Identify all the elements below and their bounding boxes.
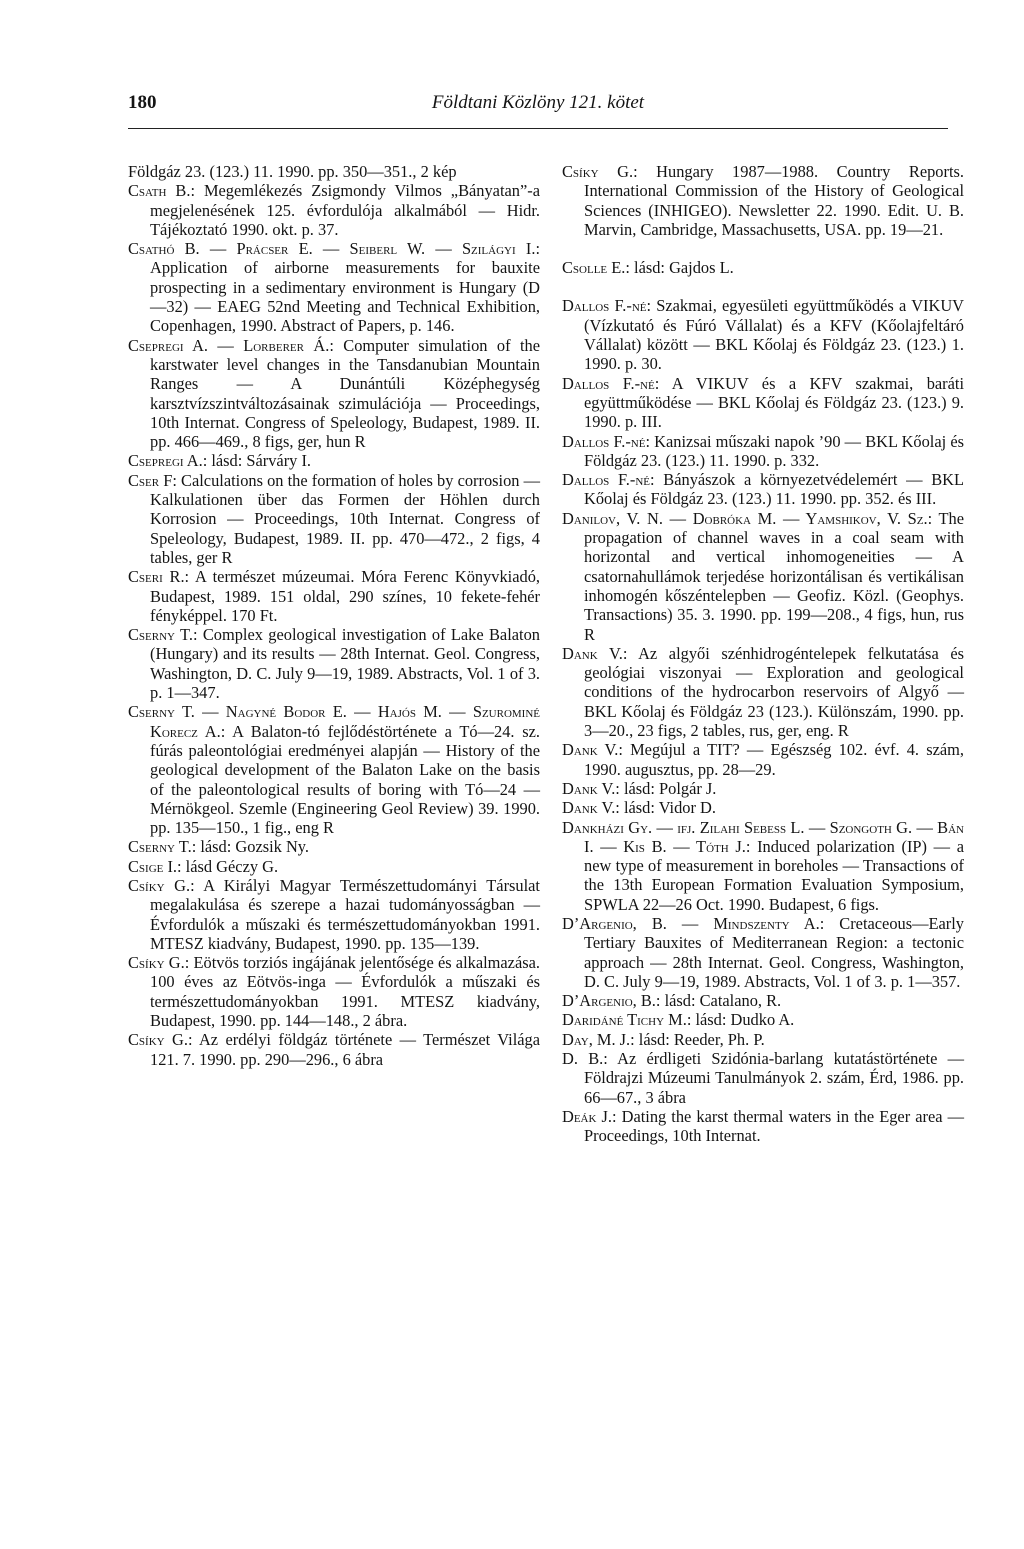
entry-text: : Az erdélyi földgáz története — Természet Világa 121. 7. 1990. pp. 290—296., 6 ábra [150,1030,541,1069]
entry-author: D’Argenio, B. [562,991,656,1011]
running-header [128,92,948,122]
bibliography-entry [128,181,540,239]
header-rule [128,128,948,129]
bibliography-entry [562,296,964,373]
entry-author: Csepregi A. — Lorberer Á. [128,335,330,355]
bibliography-entry [562,644,964,740]
entry-text: : Eötvös torziós ingájának jelentősége és alkalmazása. 100 éves az Eötvös-inga — Évfordulók a műszaki és természettudományokban 1991. MTESZ kiadvány, Budapest, 1990. pp. 144—148., 2 ábra. [150,953,540,1031]
entry-text: : A Királyi Magyar Természettudományi Társulat megalakulása és szerepe a hazai tudományosságban — Évfordulók a műszaki és természettudományokban 1991. MTESZ kiadvány, Budapest, 1990. pp. 135—139. [150,875,540,953]
entry-author: Dallos F.-né [562,431,646,451]
bibliography-entry [562,1030,964,1049]
bibliography-entry [562,1010,964,1029]
entry-author: Dank V. [562,740,619,760]
entry-text: : Induced polarization (IP) — a new type of measurement in boreholes — Transactions of the 13th European Formation Evaluation Symposium, SPWLA 22—26 Oct. 1990. Budapest, 6 figs. [584,836,964,914]
entry-author: Deák J. [562,1106,612,1126]
entry-text: : Szakmai, egyesületi együttműködés a VIKUV (Vízkutató és Fúró Vállalat) és a KFV (Kőolajfeltáró Vállalat) között — BKL Kőolaj és Földgáz 23. (123.) 1. 1990. p. 30. [584,296,965,374]
entry-text: : Bányászok a környezetvédelemért — BKL Kőolaj és Földgáz 23. (123.) 11. 1990. pp. 352. és III. [584,470,964,509]
entry-author: Cserny T. [128,625,193,645]
entry-author: Dallos F.-né [562,296,647,316]
bibliography-entry [562,470,964,509]
entry-author: Cseri R. [128,567,185,587]
entry-author: Dank V. [562,643,623,663]
bibliography-entry [128,625,540,702]
bibliography-entry [128,451,540,470]
entry-text: : The propagation of channel waves in a coal seam with horizontal and vertical inhomogeneities — A csatornahullámok terjedése horizontálisan és vertikálisan inhomogén kőszéntelepben — Geofiz. Közl. (Geophys. Transactions) 35. 3. 1990. pp. 199—208., 4 figs, hun, rus R [584,508,964,644]
entry-text: : Complex geological investigation of Lake Balaton (Hungary) and its results — 28th Internat. Geol. Congress, Washington, D. C. July 9—19, 1989. Abstracts, Vol. 1 of 3. p. 1—347. [150,625,540,703]
entry-author: Csíky G. [128,953,185,973]
entry-author: Dankházi Gy. — ifj. Zilahi Sebess L. — Szongoth G. — Bán I. — Kis B. — Tóth J. [562,817,964,856]
bibliography-entry [128,857,540,876]
entry-author: Csíky G. [128,875,191,895]
bibliography-entry [562,798,964,817]
page-number: 180 [128,92,157,113]
entry-text: : lásd: Sárváry I. [202,451,312,471]
entry-author: Csíky G. [562,162,634,181]
bibliography-entry [562,162,964,239]
entry-text: : lásd: Dudko A. [686,1010,795,1030]
bibliography-entry [128,336,540,452]
left-column [128,162,540,1069]
entry-text: : lásd: Catalano, R. [655,991,782,1011]
entry-author: Dallos F.-né [562,470,651,490]
bibliography-entry [128,239,540,335]
entry-author: D’Argenio, B. — Mindszenty A. [562,913,820,933]
bibliography-entry [562,914,964,991]
bibliography-entry [562,374,964,432]
bibliography-entry [562,779,964,798]
entry-author: Cserny T. [128,837,192,857]
entry-author: Day, M. J. [562,1029,631,1049]
entry-text: Földgáz 23. (123.) 11. 1990. pp. 350—351., 2 kép [128,162,457,181]
entry-author: Csolle E. [562,258,626,278]
bibliography-entry [128,567,540,625]
bibliography-entry [562,258,964,277]
bibliography-entry [128,837,540,856]
entry-author: Cserny T. — Nagyné Bodor E. — Hajós M. — Szurominé Korecz A. [128,702,540,741]
bibliography-entry [562,1107,964,1146]
entry-author: Csepregi A. [128,451,203,471]
entry-text: : Computer simulation of the karstwater level changes in the Tansdanubian Mountain Ranges — A Dunántúli Középhegység karsztvízszintváltozásainak szimulációja — Proceedings, 10th Internat. Congress of Speleology, Budapest, 1989. II. pp. 466—469., 8 figs, ger, hun R [150,335,540,452]
bibliography-entry [562,818,964,914]
entry-author: Csathó B. — Prácser E. — Seiberl W. — Szilágyi I. [128,239,536,259]
entry-author: Cser F [128,470,173,490]
journal-title: Földtani Közlöny 121. kötet [431,92,645,113]
entry-author: D. B. [562,1049,604,1069]
entry-text: : Cretaceous—Early Tertiary Bauxites of Mediterranean Region: a tectonic approach — 28th Internat. Geol. Congress, Washington, D. C. July 9—19, 1989. Abstracts, Vol. 1 of 3. p. 1—357. [584,913,964,991]
entry-text: : Application of airborne measurements for bauxite prospecting in a sedimentary environment is Hungary (D—32) — EAEG 52nd Meeting and Technical Exhibition, Copenhagen, 1990. Abstract of Papers, p. 146. [150,239,540,336]
bibliography-entry [562,1049,964,1107]
entry-text: : A Balaton-tó fejlődéstörténete a Tó—24. sz. fúrás paleontológiai eredményei alapján — History of the geological development of the Balaton Lake on the basis of the paleontological results of boring with Tó—24 — Mérnökgeol. Szemle (Engineering Geol Review) 39. 1990. pp. 135—150., 1 fig., eng R [150,721,540,838]
bibliography-entry [562,509,964,644]
entry-text: : Dating the karst thermal waters in the Eger area — Proceedings, 10th Internat. [584,1106,964,1146]
right-column [562,162,964,1146]
entry-text: : lásd: Gajdos L. [625,258,734,278]
entry-text: : A VIKUV és a KFV szakmai, baráti együttműködése — BKL Kőolaj és Földgáz 23. (123.) 9. 1990. p. III. [584,373,964,432]
entry-text: : Megújul a TIT? — Egészség 102. évf. 4. szám, 1990. augusztus, pp. 28—29. [584,740,964,779]
entry-text: : Kanizsai műszaki napok ’90 — BKL Kőolaj és Földgáz 23. (123.) 11. 1990. p. 332. [584,431,964,470]
entry-text: : Az érdligeti Szidónia-barlang kutatástörténete — Földrajzi Múzeumi Tanulmányok 2. szám, Érd, 1986. pp. 66—67., 3 ábra [584,1049,965,1107]
bibliography-entry [128,1030,540,1069]
entry-author: Csige I. [128,856,178,876]
entry-text: : lásd: Vidor D. [615,798,716,818]
entry-author: Danilov, V. N. — Dobróka M. — Yamshikov, V. Sz. [562,508,928,528]
entry-text: : lásd: Reeder, Ph. P. [630,1029,765,1049]
entry-text: : Hungary 1987—1988. Country Reports. International Commission of the History of Geological Sciences (INHIGEO). Newsletter 22. 1990. Edit. U. B. Marvin, Cambridge, Massachusetts, USA. pp. 19—21. [584,162,964,239]
entry-author: Csíky G. [128,1030,188,1050]
entry-text: : lásd Géczy G. [177,856,279,876]
bibliography-entry [562,740,964,779]
entry-text: : A természet múzeumai. Móra Ferenc Könyvkiadó, Budapest, 1989. 151 oldal, 290 színes, 10 fekete-fehér fényképpel. 170 Ft. [150,567,540,625]
entry-author: Csath B. [128,181,191,201]
bibliography-entry [128,876,540,953]
bibliography-entry [128,471,540,567]
entry-text: : lásd: Gozsik Ny. [191,837,310,857]
bibliography-entry [128,953,540,1030]
bibliography-entry [562,991,964,1010]
entry-author: Dallos F.-né [562,373,655,393]
entry-author: Dank V. [562,778,616,798]
entry-author: Daridáné Tichy M. [562,1010,687,1030]
entry-author: Dank V. [562,798,616,818]
entry-text: : Az algyői szénhidrogéntelepek felkutatása és geológiai viszonyai — Exploration and geological conditions of the hydrocarbon reservoirs of Algyő — BKL Kőolaj és Földgáz 23 (123.). Különszám, 1990. pp. 3—20., 23 figs, 2 tables, rus, ger, eng. R [584,643,964,741]
entry-text: : lásd: Polgár J. [615,778,717,798]
bibliography-entry [128,162,540,181]
entry-text: : Calculations on the formation of holes by corrosion — Kalkulationen über das Formen der Höhlen durch Korrosion — Proceedings, 10th Internat. Congress of Speleology, Budapest, 1989. II. pp. 470—472., 2 figs, 4 tables, ger R [150,470,540,567]
entry-text: : Megemlékezés Zsigmondy Vilmos „Bányatan”-a megjelenésének 125. évfordulója alkalmából — Hidr. Tájékoztató 1990. okt. p. 37. [150,181,540,239]
bibliography-entry [128,702,540,837]
bibliography-entry [562,432,964,471]
